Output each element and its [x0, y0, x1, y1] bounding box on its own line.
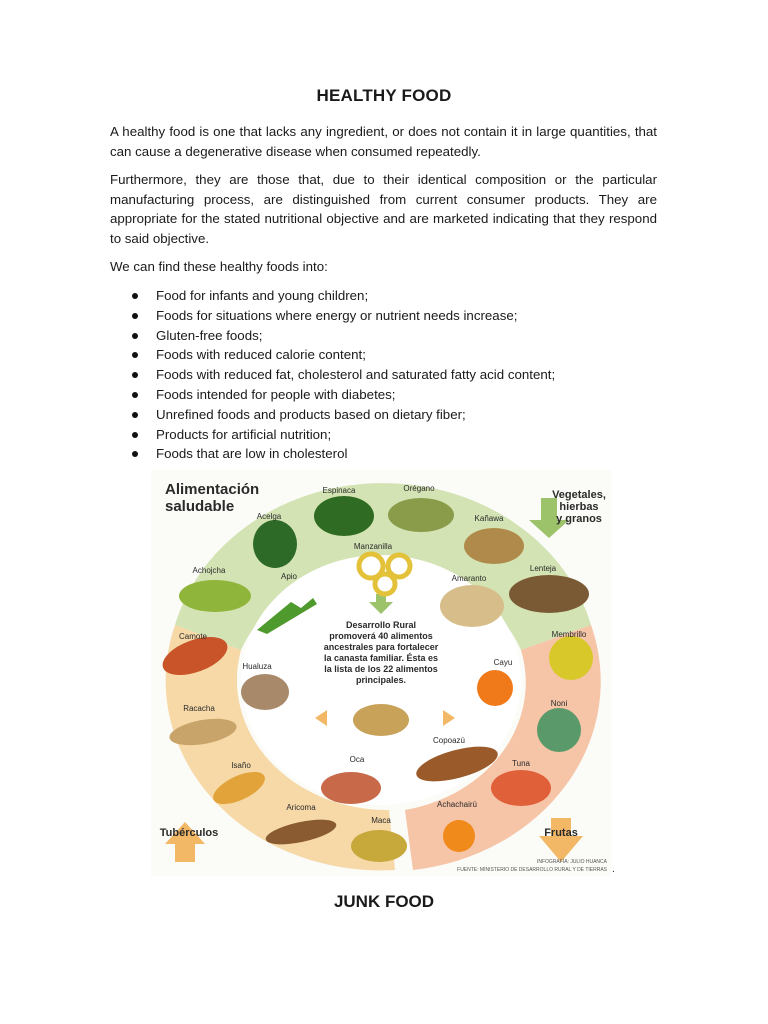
- bullet-icon: [132, 392, 138, 398]
- list-item: [110, 405, 657, 425]
- healthy-food-infographic: [151, 470, 611, 876]
- list-item: [110, 425, 657, 445]
- infographic-canvas: [151, 470, 611, 876]
- center-text-line: Desarrollo Rural: [345, 620, 417, 630]
- center-text-line: la canasta familiar. Ésta es: [323, 653, 439, 663]
- manzanilla-image-3: [375, 574, 395, 594]
- center-text-line: promoverá 40 alimentos: [329, 631, 433, 641]
- bullet-icon: [132, 451, 138, 457]
- list-item-text: Gluten-free foods;: [156, 327, 263, 343]
- food-label-membrillo: Membrillo: [551, 630, 587, 639]
- list-item: [110, 365, 657, 385]
- trailing-period: .: [612, 864, 615, 875]
- food-label-achojcha: Achojcha: [192, 566, 226, 575]
- infographic-credit: INFOGRAFÍA: JULIO HUANCA: [536, 859, 607, 865]
- cayu-image: [477, 670, 513, 706]
- list-item-text: Unrefined foods and products based on dietary fiber;: [156, 406, 466, 422]
- bullet-icon: [132, 432, 138, 438]
- food-label-noni: Noni: [550, 699, 568, 708]
- bullet-icon: [132, 372, 138, 378]
- fruits-label: Frutas: [544, 827, 578, 839]
- kanawa-image: [464, 528, 524, 564]
- list-item: [110, 444, 657, 464]
- list-item: [110, 286, 657, 306]
- food-label-tuna: Tuna: [512, 759, 530, 768]
- food-label-espinaca: Espinaca: [322, 486, 356, 495]
- bullet-icon: [132, 293, 138, 299]
- food-label-amaranto: Amaranto: [451, 574, 487, 583]
- vegetables-label: Vegetales,: [552, 489, 606, 501]
- achojcha-image: [179, 580, 251, 612]
- bullet-icon: [132, 412, 138, 418]
- acelga-image: [253, 520, 297, 568]
- vegetables-label-2: hierbas: [559, 501, 599, 513]
- center-text-line: principales.: [355, 675, 407, 685]
- food-label-kanawa: Kañawa: [474, 514, 504, 523]
- achachairu-image: [443, 820, 475, 852]
- membrillo-image: [549, 636, 593, 680]
- center-text-line: la lista de los 22 alimentos: [324, 664, 438, 674]
- oca-image: [321, 772, 381, 804]
- infographic-subtitle: saludable: [165, 498, 235, 515]
- list-item-text: Foods that are low in cholesterol: [156, 446, 348, 462]
- infographic-source: FUENTE: MINISTERIO DE DESARROLLO RURAL Y DE TIERRAS: [457, 867, 607, 873]
- vegetables-label-3: y granos: [556, 513, 602, 525]
- list-item-text: Foods intended for people with diabetes;: [156, 386, 396, 402]
- food-label-isano: Isaño: [231, 761, 251, 770]
- tubers-label: Tubérculos: [159, 827, 219, 839]
- food-label-oregano: Orégano: [403, 484, 435, 493]
- noni-image: [537, 708, 581, 752]
- tuna-image: [491, 770, 551, 806]
- bullet-icon: [132, 333, 138, 339]
- espinaca-image: [314, 496, 374, 536]
- food-label-manzanilla: Manzanilla: [353, 542, 393, 551]
- food-label-apio: Apio: [280, 572, 298, 581]
- list-item: [110, 306, 657, 326]
- food-label-maca: Maca: [371, 816, 391, 825]
- hualuza-image: [241, 674, 289, 710]
- intro-paragraph: A healthy food is one that lacks any ingredient, or does not contain it in large quantities, that can cause a degenerative disease when consumed repeatedly.: [110, 124, 657, 159]
- fruits-arrow-icon: [539, 818, 583, 862]
- list-item-text: Products for artificial nutrition;: [156, 426, 332, 442]
- center-text-line: ancestrales para fortalecer: [323, 642, 439, 652]
- infographic-title: Alimentación: [165, 481, 260, 498]
- food-label-aricoma: Aricoma: [286, 803, 316, 812]
- food-label-acelga: Acelga: [256, 512, 282, 521]
- food-label-oca: Oca: [349, 755, 365, 764]
- list-intro-paragraph: We can find these healthy foods into:: [110, 259, 328, 274]
- healthy-food-list: [110, 286, 657, 464]
- composition-paragraph: Furthermore, they are those that, due to their identical composition or the particular manufacturing process, are distinguished from current consumer products. They are appropriate for the stated nutritional objective and are marketed indicating that they respond to said objective.: [110, 172, 657, 246]
- oregano-image: [388, 498, 454, 532]
- bullet-icon: [132, 352, 138, 358]
- junk-food-heading: JUNK FOOD: [333, 892, 435, 911]
- list-item: [110, 345, 657, 365]
- food-label-hualuza: Hualuza: [242, 662, 272, 671]
- list-item: [110, 326, 657, 346]
- food-label-cayu: Cayu: [493, 658, 513, 667]
- maca-image: [351, 830, 407, 862]
- page-title: HEALTHY FOOD: [316, 86, 452, 105]
- food-label-camote: Camote: [178, 632, 208, 641]
- food-label-achachairu: Achachairú: [436, 800, 478, 809]
- list-item-text: Foods with reduced fat, cholesterol and saturated fatty acid content;: [156, 367, 556, 383]
- list-item-text: Foods for situations where energy or nutrient needs increase;: [156, 307, 518, 323]
- food-label-racacha: Racacha: [183, 704, 215, 713]
- list-item-text: Food for infants and young children;: [156, 288, 369, 303]
- food-label-lenteja: Lenteja: [529, 564, 557, 573]
- list-item-text: Foods with reduced calorie content;: [156, 347, 366, 363]
- basket-image: [353, 704, 409, 736]
- bullet-icon: [132, 313, 138, 319]
- list-item: [110, 385, 657, 405]
- amaranto-image: [440, 585, 504, 627]
- food-label-copoazu: Copoazú: [432, 736, 466, 745]
- lenteja-image: [509, 575, 589, 613]
